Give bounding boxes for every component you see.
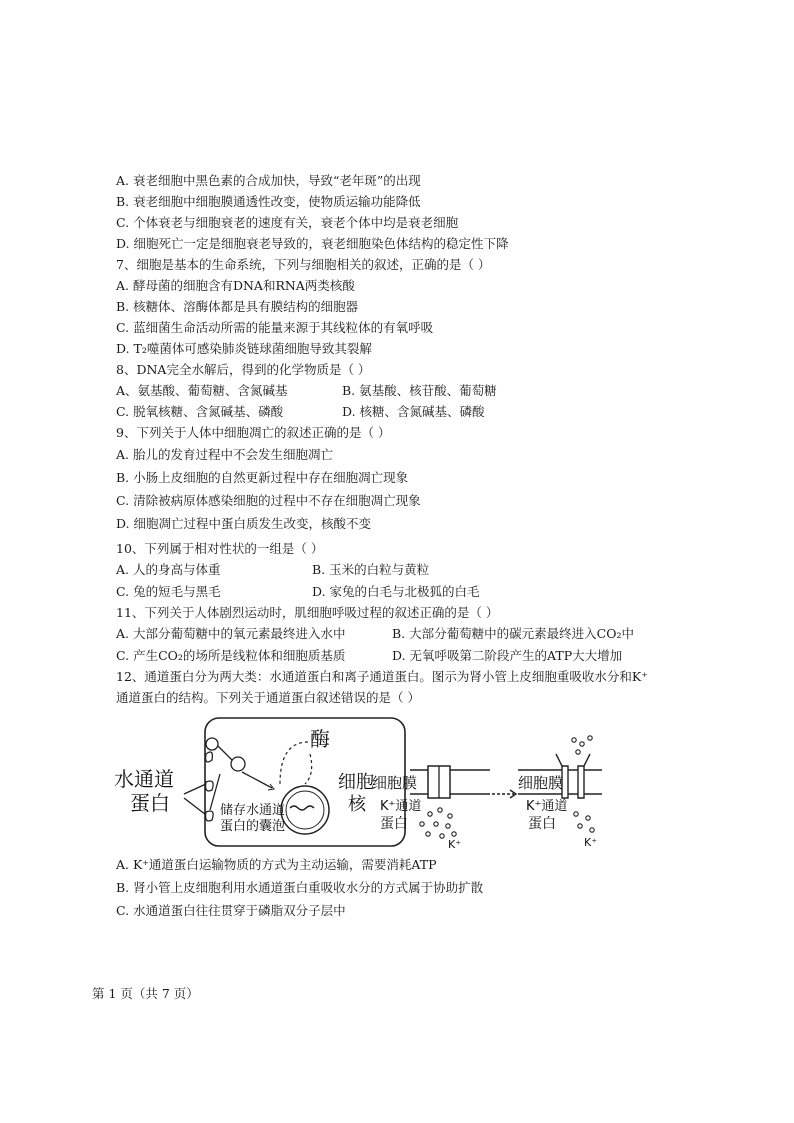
option-line: A. 酵母菌的细胞含有DNA和RNA两类核酸 bbox=[116, 278, 355, 293]
k-channel-label-left-1: K⁺通道 bbox=[380, 799, 422, 814]
q8-option-c: C. 脱氧核糖、含氮碱基、磷酸 bbox=[116, 404, 284, 419]
q12-option-c: C. 水通道蛋白往往贯穿于磷脂双分子层中 bbox=[116, 903, 346, 918]
channel-protein-figure bbox=[110, 714, 710, 850]
option-line: B. 小肠上皮细胞的自然更新过程中存在细胞凋亡现象 bbox=[116, 470, 409, 485]
option-line: D. T₂噬菌体可感染肺炎链球菌细胞导致其裂解 bbox=[116, 341, 372, 356]
option-line: B. 衰老细胞中细胞膜通透性改变，使物质运输功能降低 bbox=[116, 194, 421, 209]
option-line: C. 蓝细菌生命活动所需的能量来源于其线粒体的有氧呼吸 bbox=[116, 320, 434, 335]
question-9-stem: 9、下列关于人体中细胞凋亡的叙述正确的是（ ） bbox=[116, 425, 391, 440]
transport-arrow bbox=[210, 746, 272, 810]
question-11-stem: 11、下列关于人体剧烈运动时，肌细胞呼吸过程的叙述正确的是（ ） bbox=[116, 605, 499, 620]
k-channel-open-icon bbox=[562, 766, 584, 798]
nucleus-label-1: 细胞 bbox=[338, 772, 374, 793]
dashed-path bbox=[280, 742, 312, 784]
q12-option-a: A. K⁺通道蛋白运输物质的方式为主动运输，需要消耗ATP bbox=[116, 857, 437, 872]
dna-icon bbox=[290, 806, 314, 810]
option-line: C. 清除被病原体感染细胞的过程中不存在细胞凋亡现象 bbox=[116, 493, 421, 508]
question-12-stem: 12、通道蛋白分为两大类：水通道蛋白和离子通道蛋白。图示为肾小管上皮细胞重吸收水分和K⁺ bbox=[116, 669, 648, 684]
question-7-stem: 7、细胞是基本的生命系统，下列与细胞相关的叙述，正确的是（ ） bbox=[116, 257, 491, 272]
water-channel-shapes bbox=[206, 752, 214, 821]
q11-option-a: A. 大部分葡萄糖中的氧元素最终进入水中 bbox=[116, 626, 346, 641]
vesicle-icon bbox=[231, 757, 245, 771]
page-footer: 第 1 页（共 7 页） bbox=[92, 986, 199, 1001]
q10-option-c: C. 兔的短毛与黑毛 bbox=[116, 584, 221, 599]
q8-option-b: B. 氨基酸、核苷酸、葡萄糖 bbox=[342, 383, 497, 398]
membrane-label-right: 细胞膜 bbox=[518, 774, 564, 792]
vesicle-icon bbox=[206, 738, 218, 750]
k-channel-label-right-2: 蛋白 bbox=[528, 816, 556, 832]
water-channel-label-2: 蛋白 bbox=[130, 791, 170, 815]
option-line: C. 个体衰老与细胞衰老的速度有关，衰老个体中均是衰老细胞 bbox=[116, 215, 459, 230]
q10-option-a: A. 人的身高与体重 bbox=[116, 562, 221, 577]
nucleus-label-2: 核 bbox=[348, 794, 366, 815]
k-channel-label-right-1: K⁺通道 bbox=[526, 799, 568, 814]
k-ion-label-left: K⁺ bbox=[448, 838, 462, 850]
vesicle-label-2: 蛋白的囊泡 bbox=[220, 819, 286, 834]
option-line: B. 核糖体、溶酶体都是具有膜结构的细胞器 bbox=[116, 299, 359, 314]
option-line: A. 胎儿的发育过程中不会发生细胞凋亡 bbox=[116, 447, 333, 462]
q11-option-b: B. 大部分葡萄糖中的碳元素最终进入CO₂中 bbox=[392, 626, 634, 641]
q12-option-b: B. 肾小管上皮细胞利用水通道蛋白重吸收水分的方式属于协助扩散 bbox=[116, 880, 484, 895]
question-10-stem: 10、下列属于相对性状的一组是（ ） bbox=[116, 541, 324, 556]
enzyme-label: 酶 bbox=[310, 727, 330, 751]
nucleus-icon bbox=[281, 786, 329, 834]
q8-option-d: D. 核糖、含氮碱基、磷酸 bbox=[342, 404, 485, 419]
k-ion-label-right: K⁺ bbox=[584, 836, 598, 849]
q10-option-d: D. 家兔的白毛与北极狐的白毛 bbox=[312, 584, 480, 599]
option-line: D. 细胞凋亡过程中蛋白质发生改变，核酸不变 bbox=[116, 516, 372, 531]
figure-svg bbox=[110, 714, 710, 850]
q11-option-c: C. 产生CO₂的场所是线粒体和细胞质基质 bbox=[116, 648, 346, 663]
k-channel-label-left-2: 蛋白 bbox=[380, 816, 408, 832]
option-line: A. 衰老细胞中黑色素的合成加快，导致“老年斑”的出现 bbox=[116, 173, 421, 188]
membrane-label-left: 细胞膜 bbox=[372, 774, 418, 792]
q10-option-b: B. 玉米的白粒与黄粒 bbox=[312, 562, 430, 577]
question-8-stem: 8、DNA完全水解后，得到的化学物质是（ ） bbox=[116, 362, 371, 377]
channel-gate bbox=[556, 754, 590, 766]
q8-option-a: A、氨基酸、葡萄糖、含氮碱基 bbox=[116, 383, 288, 398]
nucleus-inner bbox=[286, 791, 324, 829]
option-line: D. 细胞死亡一定是细胞衰老导致的，衰老细胞染色体结构的稳定性下降 bbox=[116, 236, 509, 251]
vesicle-label-1: 储存水通道 bbox=[220, 803, 286, 818]
q11-option-d: D. 无氧呼吸第二阶段产生的ATP大大增加 bbox=[392, 648, 623, 663]
question-12-stem-cont: 通道蛋白的结构。下列关于通道蛋白叙述错误的是（ ） bbox=[116, 690, 420, 705]
k-ions-left bbox=[420, 808, 456, 838]
water-channel-label-1: 水通道 bbox=[114, 767, 174, 791]
